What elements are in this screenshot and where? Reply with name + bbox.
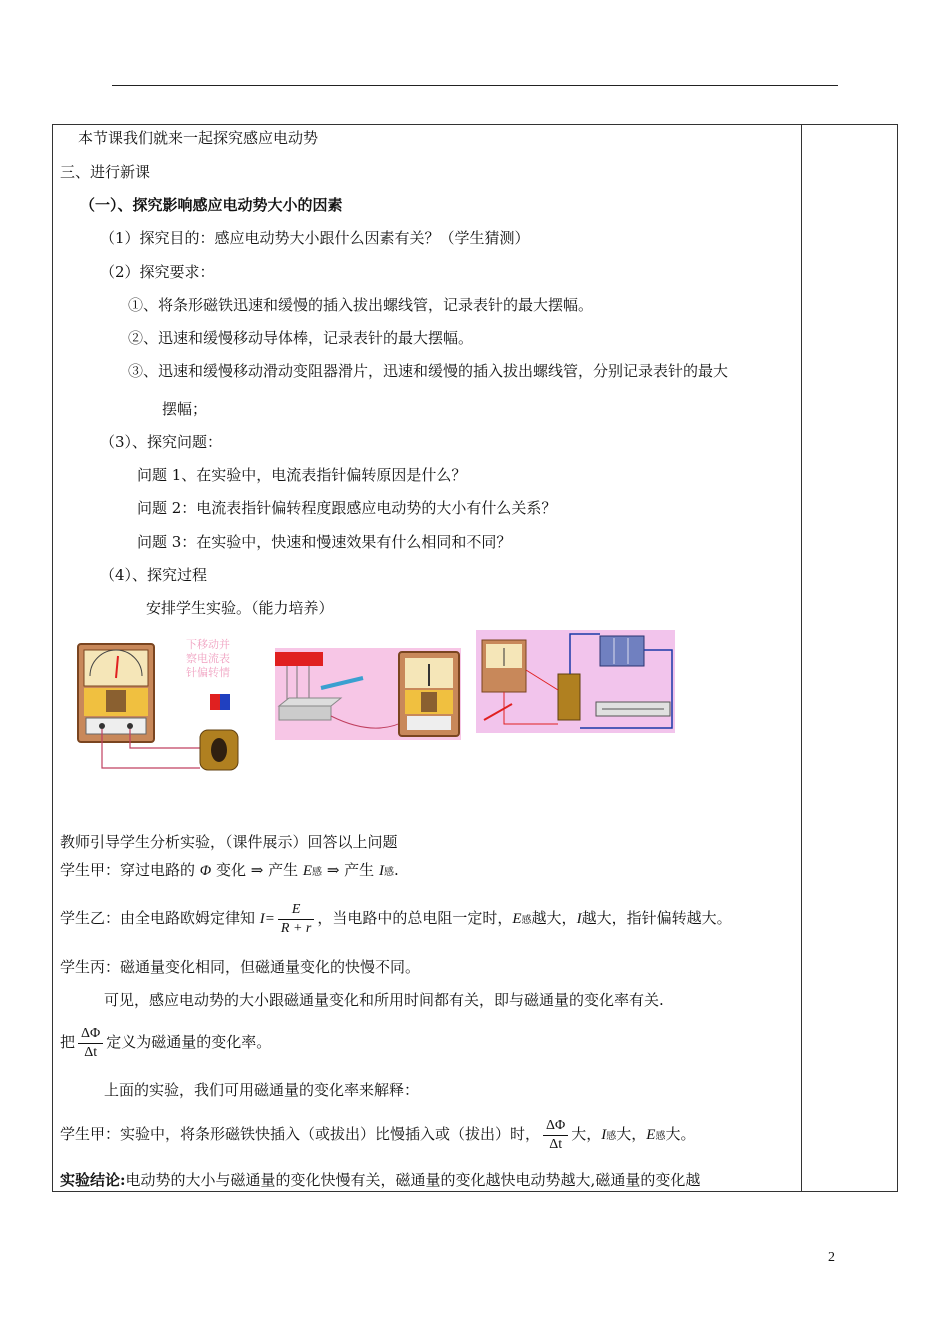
- phi-symbol: Φ: [199, 863, 212, 879]
- purpose-line: （1）探究目的：感应电动势大小跟什么因素有关？（学生猜测）: [100, 229, 530, 247]
- figure-magnet-coil-experiment: [76, 636, 252, 776]
- flux-rate-definition: [60, 1022, 271, 1062]
- experiment-conclusion: [60, 1170, 700, 1190]
- analysis-intro: 教师引导学生分析实验，（课件展示）回答以上问题: [60, 833, 398, 851]
- larger-text: 大，: [571, 1125, 602, 1143]
- larger-text: 大。: [665, 1125, 696, 1143]
- conclusion-text: 电动势的大小与磁通量的变化快慢有关，磁通量的变化越快电动势越大,磁通量的变化越: [125, 1171, 701, 1189]
- implies-arrow: ⇒: [245, 861, 269, 879]
- conclusion-label: 实验结论:: [60, 1171, 126, 1189]
- figure-caption-line: 察电流表: [186, 652, 230, 665]
- process-title: （4）、探究过程: [100, 566, 208, 584]
- student-a2-prefix: 学生甲：实验中，将条形磁铁快插入（或拔出）比慢插入或（拔出）时，: [60, 1125, 541, 1143]
- change-text: 变化: [211, 861, 246, 879]
- produce-text: 产生: [268, 861, 303, 879]
- table-column-divider: [801, 124, 802, 1192]
- galvanometer-coil-illustration: [76, 636, 252, 776]
- figure-caption-line: 下移动并: [186, 638, 230, 651]
- figure-caption-line: 针偏转情: [186, 666, 230, 679]
- fraction-numerator: E: [278, 901, 314, 920]
- ohm-law-lhs: I=: [259, 911, 275, 927]
- current-symbol: I: [576, 911, 582, 927]
- student-a-explanation: [60, 1114, 695, 1157]
- fraction-denominator: Δt: [84, 1044, 98, 1060]
- induced-subscript: 感: [312, 867, 323, 878]
- student-b-prefix: 学生乙：由全电路欧姆定律知: [60, 909, 260, 927]
- flux-rate-fraction: [78, 1025, 103, 1062]
- intro-line: 本节课我们就来一起探究感应电动势: [78, 129, 319, 147]
- induced-subscript: 感: [383, 867, 394, 878]
- definition-suffix: 定义为磁通量的变化率。: [106, 1033, 272, 1051]
- requirement-item: ②、迅速和缓慢移动导体棒，记录表针的最大摆幅。: [128, 329, 474, 347]
- emf-symbol: E: [646, 1127, 656, 1143]
- fraction-numerator: ΔΦ: [78, 1025, 103, 1044]
- subsection-title: （一）、探究影响感应电动势大小的因素: [80, 196, 343, 214]
- question-item: 问题 3：在实验中，快速和慢速效果有什么相同和不同？: [137, 533, 512, 551]
- induced-subscript: 感: [521, 915, 532, 926]
- requirement-title: （2）探究要求：: [100, 263, 215, 281]
- conclusion-line: 可见，感应电动势的大小跟磁通量变化和所用时间都有关，即与磁通量的变化率有关.: [104, 991, 664, 1009]
- rheostat-circuit-illustration: [476, 630, 675, 733]
- question-item: 问题 1、在实验中，电流表指针偏转原因是什么？: [137, 466, 467, 484]
- explain-line: 上面的实验，我们可用磁通量的变化率来解释：: [104, 1081, 420, 1099]
- fraction-denominator: Δt: [549, 1136, 563, 1152]
- flux-rate-fraction: [543, 1117, 568, 1154]
- current-symbol: I: [378, 863, 384, 879]
- implies-arrow: ⇒: [322, 861, 345, 879]
- produce-text: 产生: [344, 861, 379, 879]
- figure-moving-rod-experiment: [275, 648, 461, 740]
- figure-rheostat-circuit-experiment: [476, 630, 675, 733]
- induced-subscript: 感: [655, 1131, 666, 1142]
- process-arrange: 安排学生实验。（能力培养）: [146, 599, 334, 617]
- larger-text: 越大，: [531, 909, 577, 927]
- student-b-middle: ，当电路中的总电阻一定时，: [317, 909, 513, 927]
- fraction-numerator: ΔΦ: [543, 1117, 568, 1136]
- requirement-item: ③、迅速和缓慢移动滑动变阻器滑片，迅速和缓慢的插入拔出螺线管，分别记录表针的最大: [128, 362, 729, 380]
- emf-symbol: E: [302, 863, 313, 879]
- page-number: 2: [828, 1250, 835, 1265]
- question-item: 问题 2：电流表指针偏转程度跟感应电动势的大小有什么关系？: [137, 499, 557, 517]
- header-rule: [112, 85, 838, 86]
- emf-symbol: E: [512, 911, 522, 927]
- induced-subscript: 感: [606, 1131, 617, 1142]
- current-symbol: I: [601, 1127, 607, 1143]
- questions-title: （3）、探究问题：: [100, 433, 223, 451]
- student-b-statement: [60, 898, 732, 941]
- conductor-rod-illustration: [275, 648, 461, 740]
- requirement-item: ①、将条形磁铁迅速和缓慢的插入拔出螺线管，记录表针的最大摆幅。: [128, 296, 594, 314]
- period: .: [393, 861, 399, 879]
- definition-prefix: 把: [60, 1033, 76, 1051]
- larger-text: 越大，指针偏转越大。: [581, 909, 732, 927]
- student-a-prefix: 学生甲：穿过电路的: [60, 861, 200, 879]
- section-title: 三、进行新课: [60, 163, 151, 181]
- fraction-denominator: R + r: [280, 920, 312, 936]
- ohm-law-fraction: [278, 901, 314, 938]
- student-c-statement: 学生丙：磁通量变化相同，但磁通量变化的快慢不同。: [60, 958, 421, 976]
- larger-text: 大，: [616, 1125, 647, 1143]
- requirement-item-continued: 摆幅；: [162, 400, 208, 418]
- student-a-statement: [60, 860, 399, 883]
